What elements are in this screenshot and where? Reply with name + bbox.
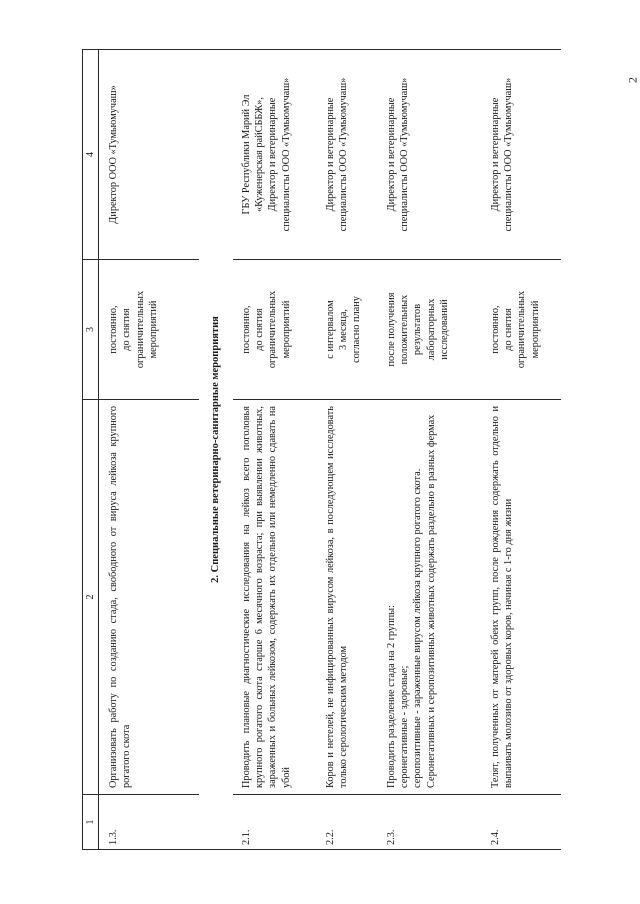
measure-text: Организовать работу по созданию стада, свободного от вируса лейкоза крупного рогатого скота xyxy=(99,400,200,795)
item-number: 2.4. xyxy=(482,795,561,850)
deadline-line: после получения xyxy=(385,292,397,367)
responsible-line: Директор и ветеринарные xyxy=(267,97,279,212)
deadline-cell xyxy=(317,260,378,400)
column-number-1: 1 xyxy=(83,795,99,850)
deadline-line: ограничительных xyxy=(134,290,146,369)
responsible-cell xyxy=(99,50,200,260)
deadline-cell xyxy=(482,260,561,400)
responsible-line: Директор и ветеринарные xyxy=(489,97,501,212)
page-number: 2 xyxy=(625,77,640,83)
deadline-line: постоянно, xyxy=(489,305,501,354)
responsible-line: специалисты ООО «Тумьюмучаш» xyxy=(399,77,411,232)
measure-text: Проводить плановые диагностические исследования на лейкоз всего поголовья крупного рогатого скота старше 6 месячного возраста; при выявлении животных, зараженных и больных лейкозом, содержать их отдельно или немедленно сдавать на убой xyxy=(233,400,317,795)
column-number-3: 3 xyxy=(83,260,99,400)
item-number: 2.3. xyxy=(378,795,482,850)
table-row xyxy=(233,50,317,850)
column-number-2: 2 xyxy=(83,400,99,795)
deadline-line: ограничительных xyxy=(267,290,279,369)
deadline-cell xyxy=(233,260,317,400)
measure-text xyxy=(378,400,482,795)
responsible-line: специалисты ООО «Тумьюмучаш» xyxy=(280,77,292,232)
measure-line: Проводить разделение стада на 2 группы: xyxy=(385,605,397,788)
column-number-4: 4 xyxy=(83,50,99,260)
item-number: 1.3. xyxy=(99,795,200,850)
section-header-row xyxy=(199,50,233,850)
deadline-line: результатов xyxy=(412,303,424,356)
deadline-cell xyxy=(378,260,482,400)
deadline-line: мероприятий xyxy=(148,300,160,359)
responsible-line: специалисты ООО «Тумьюмучаш» xyxy=(503,77,515,232)
responsible-line: Директор и ветеринарные xyxy=(385,97,397,212)
column-number-row xyxy=(83,50,99,850)
deadline-line: 3 месяца, xyxy=(338,308,350,351)
section-title: 2. Специальные ветеринарно-санитарные мероприятия xyxy=(199,50,233,850)
responsible-line: специалисты ООО «Тумьюмучаш» xyxy=(338,77,350,232)
responsible-line: Директор и ветеринарные xyxy=(324,97,336,212)
responsible-cell xyxy=(317,50,378,260)
deadline-line: лабораторных xyxy=(425,298,437,361)
measure-line: серопозитивные - зараженные вирусом лейкоза крупного рогатого скота. xyxy=(412,468,424,788)
deadline-line: до снятия xyxy=(503,308,515,351)
deadline-line: мероприятий xyxy=(280,300,292,359)
deadline-line: с интервалом xyxy=(324,300,336,359)
measure-text: Коров и нетелей, не инфицированных вирусом лейкоза, в последующем исследовать только серологическим методом xyxy=(317,400,378,795)
measure-line: серонегативные - здоровые; xyxy=(399,665,411,788)
measures-table xyxy=(82,49,561,850)
deadline-line: ограничительных xyxy=(516,290,528,369)
responsible-line: Директор ООО «Тумьюмучаш» xyxy=(108,85,119,224)
item-number: 2.1. xyxy=(233,795,317,850)
table-row xyxy=(378,50,482,850)
responsible-cell xyxy=(233,50,317,260)
rotated-page-content xyxy=(82,50,541,850)
item-number: 2.2. xyxy=(317,795,378,850)
table-row xyxy=(482,50,561,850)
deadline-line: исследований xyxy=(439,299,451,360)
deadline-line: мероприятий xyxy=(529,300,541,359)
deadline-line: до снятия xyxy=(121,308,133,351)
table-row xyxy=(99,50,200,850)
responsible-cell xyxy=(378,50,482,260)
responsible-line: «Куженерская райСББЖ», xyxy=(254,97,266,212)
deadline-line: постоянно, xyxy=(108,305,119,354)
measure-text: Телят, полученных от матерей обеих групп, после рождения содержать отдельно и выпаивать молозиво от здоровых коров, начиная с 1-го дня жизни xyxy=(482,400,561,795)
responsible-cell xyxy=(482,50,561,260)
deadline-line: до снятия xyxy=(254,308,266,351)
deadline-line: положительных xyxy=(399,294,411,365)
measure-line: Серонегативных и серопозитивных животных содержать раздельно в разных фермах xyxy=(425,414,437,788)
deadline-cell xyxy=(99,260,200,400)
deadline-line: постоянно, xyxy=(240,305,252,354)
table-row xyxy=(317,50,378,850)
responsible-line: ГБУ Республики Марий Эл xyxy=(240,94,252,215)
deadline-line: согласно плану xyxy=(351,296,363,363)
